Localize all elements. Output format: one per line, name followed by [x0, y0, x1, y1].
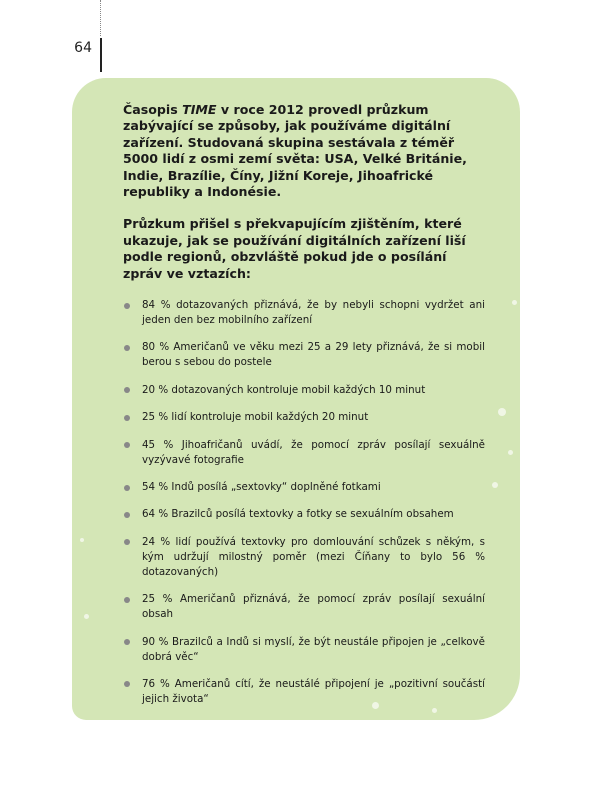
stat-text: 25 % Američanů přiznává, že pomocí zpráv posílají sexuální obsah: [142, 593, 485, 621]
dotted-margin-rule: [100, 0, 101, 36]
magazine-name: TIME: [182, 102, 217, 117]
texture-speckle: [512, 300, 517, 305]
list-item: [123, 410, 485, 425]
bullet-icon: [124, 442, 130, 448]
list-item: [123, 507, 485, 522]
stats-list: [123, 298, 485, 707]
stat-text: 64 % Brazilců posílá textovky a fotky se sexuálním obsahem: [142, 508, 454, 521]
stat-text: 84 % dotazovaných přiznává, že by nebyli schopni vydržet ani jeden den bez mobilního zařízení: [142, 299, 485, 327]
bullet-icon: [124, 639, 130, 645]
list-item: [123, 298, 485, 328]
box-content: [123, 102, 485, 719]
texture-speckle: [84, 614, 89, 619]
bullet-icon: [124, 345, 130, 351]
texture-speckle: [80, 538, 84, 542]
stat-text: 45 % Jihoafričanů uvádí, že pomocí zpráv posílají sexuálně vyzývavé fotografie: [142, 438, 485, 466]
list-item: [123, 480, 485, 495]
page-number-bar: [100, 38, 102, 72]
stat-text: 25 % lidí kontroluje mobil každých 20 minut: [142, 411, 369, 424]
stat-text: 54 % Indů posílá „sextovky“ doplněné fotkami: [142, 481, 381, 494]
list-item: [123, 592, 485, 622]
bullet-icon: [124, 303, 130, 309]
bullet-icon: [124, 512, 130, 518]
texture-speckle: [498, 408, 506, 416]
list-item: [123, 635, 485, 665]
intro-paragraph-2: Průzkum přišel s překvapujícím zjištěním, které ukazuje, jak se používání digitálních zařízení liší podle regionů, obzvláště pokud jde o posílání zpráv ve vztazích:: [123, 216, 466, 281]
list-item: [123, 383, 485, 398]
page-number: 64: [74, 40, 92, 56]
list-item: [123, 438, 485, 468]
intro-text-start: Časopis: [123, 102, 183, 117]
bullet-icon: [124, 415, 130, 421]
stat-text: 20 % dotazovaných kontroluje mobil každých 10 minut: [142, 383, 426, 396]
intro-paragraph-1: [123, 102, 485, 200]
texture-speckle: [492, 482, 498, 488]
stat-text: 80 % Američanů ve věku mezi 25 a 29 lety přiznává, že si mobil berou s sebou do postele: [142, 341, 485, 369]
list-item: [123, 535, 485, 580]
texture-speckle: [508, 450, 513, 455]
stat-text: 90 % Brazilců a Indů si myslí, že být neustále připojen je „celkově dobrá věc“: [142, 635, 485, 663]
intro-text-rest: v roce 2012 provedl průzkum zabývající se způsoby, jak používáme digitální zařízení. Studovaná skupina sestávala z téměř 5000 lidí z osmi zemí světa: USA, Velké Británie, Indie, Brazílie, Číny, Jižní Koreje, Jihoafrické republiky a Indonésie.: [123, 102, 467, 200]
bullet-icon: [124, 485, 130, 491]
list-item: [123, 340, 485, 370]
bullet-icon: [124, 539, 130, 545]
stat-text: 76 % Američanů cítí, že neustálé připojení je „pozitivní součástí jejich života“: [142, 677, 485, 705]
stat-text: 24 % lidí používá textovky pro domlouvání schůzek s někým, s kým udržují milostný poměr (mezi Číňany to bylo 56 % dotazovaných): [142, 535, 485, 578]
bullet-icon: [124, 387, 130, 393]
bullet-icon: [124, 597, 130, 603]
list-item: [123, 677, 485, 707]
bullet-icon: [124, 681, 130, 687]
